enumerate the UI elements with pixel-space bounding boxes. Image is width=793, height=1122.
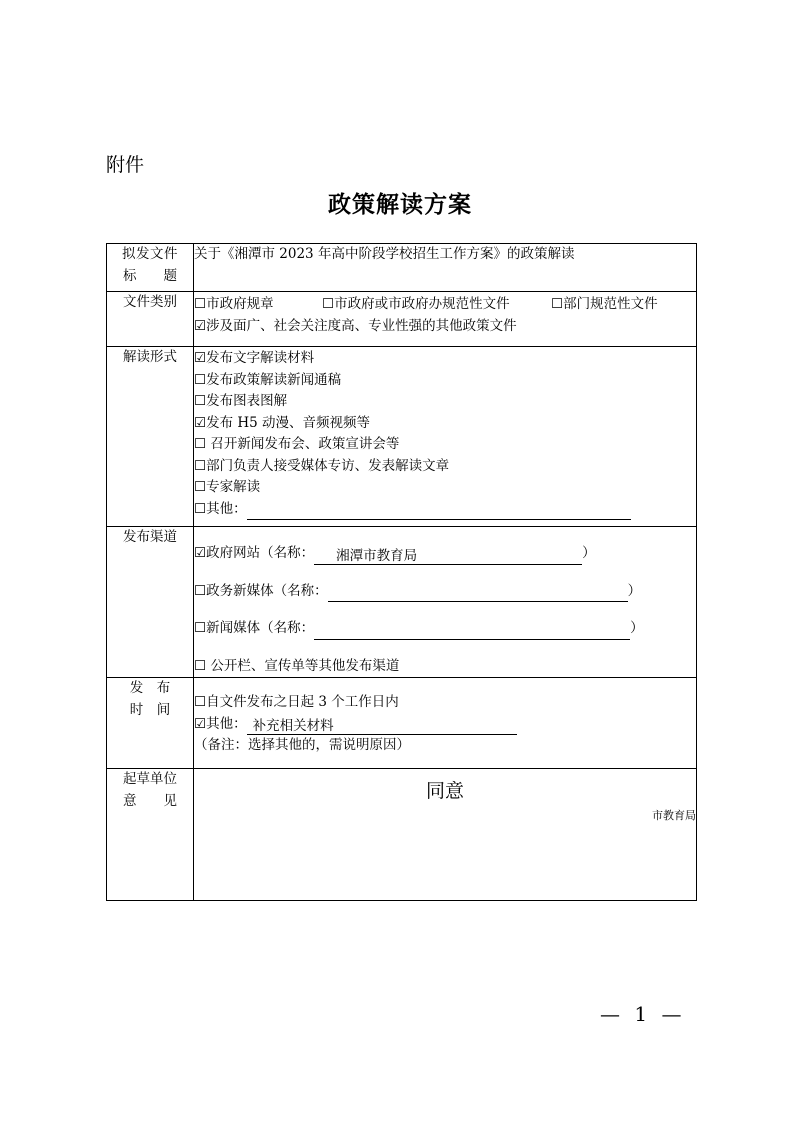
label-release-time bbox=[107, 678, 194, 769]
checkbox-dept-normative-doc[interactable]: ☐部门规范性文件 bbox=[551, 296, 658, 312]
channel-gov-site-line bbox=[194, 543, 696, 565]
label-channel: 发布渠道 bbox=[107, 527, 194, 678]
value-release-time bbox=[194, 678, 697, 769]
form-other-input[interactable] bbox=[247, 504, 631, 520]
row-drafting-opinion bbox=[107, 769, 697, 901]
label-line-1: 拟发文件 bbox=[122, 246, 178, 262]
label-interpretation-form: 解读形式 bbox=[107, 347, 194, 527]
doc-title-text: 关于《湘潭市 2023 年高中阶段学校招生工作方案》的政策解读 bbox=[194, 246, 575, 262]
label-line-1: 起草单位 bbox=[123, 771, 177, 787]
document-title: 政策解读方案 bbox=[328, 191, 472, 218]
checkbox-within-3-days[interactable]: ☐自文件发布之日起 3 个工作日内 bbox=[194, 694, 399, 710]
value-channel bbox=[194, 527, 697, 678]
attachment-label: 附件 bbox=[106, 154, 145, 176]
checkbox-form-item[interactable]: ☐ 召开新闻发布会、政策宣讲会等 bbox=[194, 436, 400, 452]
channel-new-media-line bbox=[194, 581, 696, 603]
gov-site-name: 湘潭市教育局 bbox=[336, 547, 418, 564]
row-channel bbox=[107, 527, 697, 678]
checkbox-form-item[interactable]: ☐发布政策解读新闻通稿 bbox=[194, 371, 342, 388]
close-paren: ） bbox=[627, 582, 642, 599]
opinion-org-name: 市教育局 bbox=[652, 808, 696, 822]
label-doc-type: 文件类别 bbox=[107, 292, 194, 347]
news-media-name-field[interactable] bbox=[314, 624, 630, 640]
checkbox-public-channels[interactable]: ☐ 公开栏、宣传单等其他发布渠道 bbox=[194, 657, 400, 674]
checkbox-form-item[interactable]: ☑发布 H5 动漫、音频视频等 bbox=[194, 414, 371, 431]
value-doc-type bbox=[194, 292, 697, 347]
checkbox-other-policy[interactable]: ☑涉及面广、社会关注度高、专业性强的其他政策文件 bbox=[194, 317, 517, 334]
checkbox-time-other[interactable]: ☑其他： bbox=[194, 715, 247, 732]
channel-news-media-line bbox=[194, 618, 696, 640]
gov-site-name-field[interactable] bbox=[314, 548, 582, 565]
row-doc-type bbox=[107, 292, 697, 347]
value-interpretation-form bbox=[194, 347, 697, 527]
value-doc-title bbox=[194, 244, 697, 292]
time-note: （备注：选择其他的，需说明原因） bbox=[194, 737, 410, 753]
checkbox-form-item[interactable]: ☐部门负责人接受媒体专访、发表解读文章 bbox=[194, 457, 450, 474]
label-drafting-opinion bbox=[107, 769, 194, 901]
label-line-1: 发 布 bbox=[129, 680, 171, 696]
label-doc-title bbox=[107, 244, 194, 292]
doc-type-line-1 bbox=[194, 294, 696, 316]
checkbox-form-item[interactable]: ☐专家解读 bbox=[194, 479, 261, 495]
time-other-value: 补充相关材料 bbox=[252, 718, 334, 734]
label-line-2: 标 题 bbox=[123, 267, 177, 284]
checkbox-form-item[interactable]: ☑发布文字解读材料 bbox=[194, 350, 315, 366]
checkbox-news-media[interactable]: ☐新闻媒体（名称： bbox=[194, 620, 315, 636]
value-drafting-opinion bbox=[194, 769, 697, 901]
row-release-time bbox=[107, 678, 697, 769]
policy-form-table bbox=[106, 243, 697, 901]
row-doc-title bbox=[107, 244, 697, 292]
label-line-2: 意 见 bbox=[123, 792, 177, 809]
checkbox-form-other[interactable]: ☐其他： bbox=[194, 500, 247, 517]
form-other-line bbox=[194, 499, 696, 521]
checkbox-normative-doc[interactable]: ☐市政府或市政府办规范性文件 bbox=[322, 296, 510, 312]
close-paren: ） bbox=[582, 545, 596, 561]
time-other-field[interactable] bbox=[247, 718, 517, 735]
page-number: — 1 — bbox=[600, 1002, 686, 1026]
checkbox-form-item[interactable]: ☐发布图表图解 bbox=[194, 393, 288, 409]
checkbox-new-media[interactable]: ☐政务新媒体（名称： bbox=[194, 582, 328, 599]
time-other-line bbox=[194, 714, 696, 736]
new-media-name-field[interactable] bbox=[328, 586, 628, 602]
opinion-agree-text: 同意 bbox=[425, 780, 464, 802]
row-interpretation-form bbox=[107, 347, 697, 527]
checkbox-regulation[interactable]: ☐市政府规章 bbox=[194, 296, 274, 312]
checkbox-gov-site[interactable]: ☑政府网站（名称： bbox=[194, 545, 315, 561]
label-line-2: 时 间 bbox=[129, 701, 171, 718]
close-paren: ） bbox=[630, 620, 644, 636]
